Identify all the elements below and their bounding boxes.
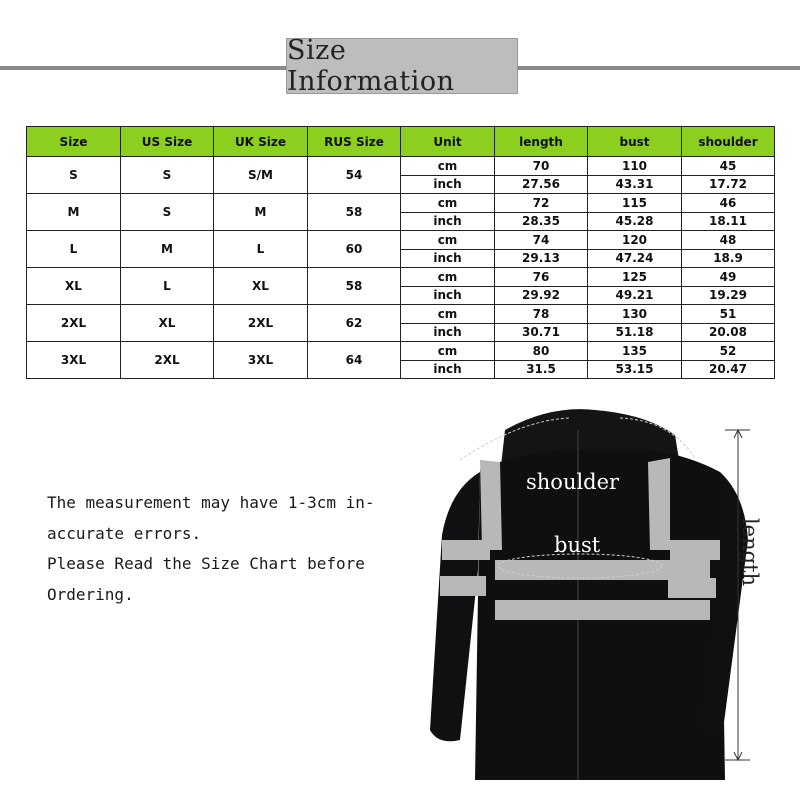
bust-label: bust: [554, 533, 601, 557]
measure-cell-unit: cm: [401, 194, 495, 213]
measure-cell-length: 27.56: [495, 175, 588, 194]
measure-cell-length: 78: [495, 305, 588, 324]
measure-cell-unit: cm: [401, 157, 495, 176]
measure-cell-unit: cm: [401, 231, 495, 250]
size-cell-uk: M: [214, 194, 308, 231]
size-cell-size: M: [27, 194, 121, 231]
header-cell: Size: [27, 127, 121, 157]
measure-cell-shoulder: 49: [682, 268, 775, 287]
size-cell-rus: 54: [308, 157, 401, 194]
measure-cell-shoulder: 48: [682, 231, 775, 250]
measure-cell-unit: cm: [401, 342, 495, 361]
length-label: length: [738, 517, 763, 587]
shoulder-label: shoulder: [526, 470, 620, 494]
measure-cell-shoulder: 51: [682, 305, 775, 324]
measure-cell-bust: 51.18: [588, 323, 682, 342]
measure-cell-length: 72: [495, 194, 588, 213]
measure-cell-bust: 115: [588, 194, 682, 213]
table-row: [27, 268, 775, 287]
measure-cell-bust: 43.31: [588, 175, 682, 194]
size-cell-size: S: [27, 157, 121, 194]
measure-cell-bust: 130: [588, 305, 682, 324]
size-cell-us: 2XL: [121, 342, 214, 379]
measure-cell-unit: cm: [401, 305, 495, 324]
note-line: Ordering.: [47, 584, 134, 604]
measure-cell-shoulder: 20.47: [682, 360, 775, 379]
measure-cell-length: 28.35: [495, 212, 588, 231]
size-cell-size: XL: [27, 268, 121, 305]
measure-cell-bust: 125: [588, 268, 682, 287]
measure-cell-shoulder: 19.29: [682, 286, 775, 305]
measure-cell-unit: inch: [401, 212, 495, 231]
measure-cell-unit: inch: [401, 249, 495, 268]
size-cell-size: L: [27, 231, 121, 268]
size-cell-us: XL: [121, 305, 214, 342]
measure-cell-bust: 53.15: [588, 360, 682, 379]
measure-cell-length: 31.5: [495, 360, 588, 379]
page-title: Size Information: [286, 38, 518, 94]
size-cell-uk: 3XL: [214, 342, 308, 379]
measure-cell-length: 80: [495, 342, 588, 361]
measure-cell-bust: 120: [588, 231, 682, 250]
measure-cell-shoulder: 18.9: [682, 249, 775, 268]
size-cell-rus: 60: [308, 231, 401, 268]
size-cell-rus: 64: [308, 342, 401, 379]
size-cell-us: S: [121, 157, 214, 194]
measure-cell-bust: 49.21: [588, 286, 682, 305]
header-cell: RUS Size: [308, 127, 401, 157]
measure-cell-length: 76: [495, 268, 588, 287]
measure-cell-unit: cm: [401, 268, 495, 287]
header-cell: bust: [588, 127, 682, 157]
measure-cell-length: 74: [495, 231, 588, 250]
measure-cell-bust: 45.28: [588, 212, 682, 231]
header-cell: UK Size: [214, 127, 308, 157]
table-header-row: [27, 127, 775, 157]
jacket-image: [420, 400, 800, 800]
measure-cell-shoulder: 20.08: [682, 323, 775, 342]
size-cell-uk: 2XL: [214, 305, 308, 342]
note-line: Please Read the Size Chart before: [47, 554, 365, 573]
measurement-note: [47, 488, 387, 610]
size-cell-uk: S/M: [214, 157, 308, 194]
measure-cell-shoulder: 17.72: [682, 175, 775, 194]
measure-cell-shoulder: 52: [682, 342, 775, 361]
measure-cell-unit: inch: [401, 360, 495, 379]
size-table: [26, 126, 775, 379]
header-cell: shoulder: [682, 127, 775, 157]
measure-cell-unit: inch: [401, 286, 495, 305]
size-cell-rus: 62: [308, 305, 401, 342]
header-cell: US Size: [121, 127, 214, 157]
measure-cell-length: 70: [495, 157, 588, 176]
measure-cell-length: 30.71: [495, 323, 588, 342]
note-line: The measurement may have 1-3cm in-: [47, 493, 375, 512]
table-row: [27, 342, 775, 361]
header-cell: length: [495, 127, 588, 157]
size-cell-rus: 58: [308, 268, 401, 305]
table-row: [27, 194, 775, 213]
size-cell-size: 3XL: [27, 342, 121, 379]
size-cell-rus: 58: [308, 194, 401, 231]
measure-cell-bust: 47.24: [588, 249, 682, 268]
measure-cell-bust: 135: [588, 342, 682, 361]
measure-cell-length: 29.13: [495, 249, 588, 268]
measure-cell-shoulder: 18.11: [682, 212, 775, 231]
size-cell-uk: L: [214, 231, 308, 268]
size-cell-us: M: [121, 231, 214, 268]
table-row: [27, 157, 775, 176]
measure-cell-shoulder: 46: [682, 194, 775, 213]
table-row: [27, 305, 775, 324]
measure-cell-bust: 110: [588, 157, 682, 176]
table-row: [27, 231, 775, 250]
measure-cell-shoulder: 45: [682, 157, 775, 176]
measure-cell-length: 29.92: [495, 286, 588, 305]
size-cell-us: S: [121, 194, 214, 231]
note-line: accurate errors.: [47, 523, 202, 543]
size-cell-uk: XL: [214, 268, 308, 305]
jacket-illustration: [420, 400, 800, 800]
table-body: [27, 157, 775, 379]
header-cell: Unit: [401, 127, 495, 157]
size-cell-us: L: [121, 268, 214, 305]
measure-cell-unit: inch: [401, 175, 495, 194]
measure-cell-unit: inch: [401, 323, 495, 342]
size-cell-size: 2XL: [27, 305, 121, 342]
